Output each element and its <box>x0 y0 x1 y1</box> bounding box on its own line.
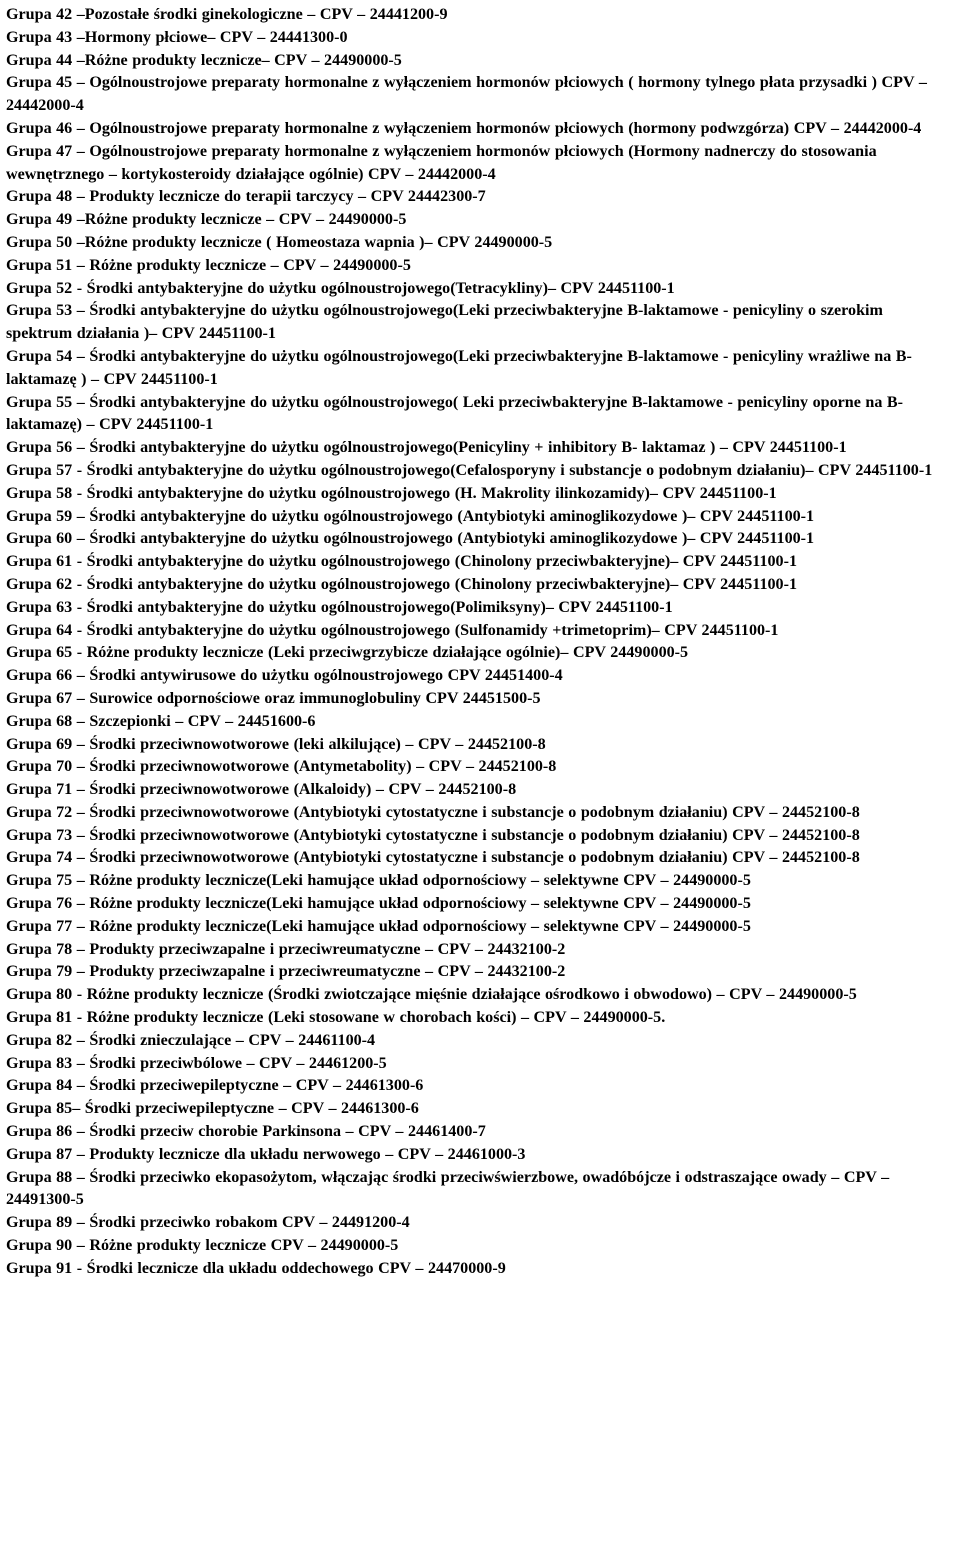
group-entry: Grupa 90 – Różne produkty lecznicze CPV – 24490000-5 <box>6 1237 399 1255</box>
group-entry: Grupa 71 – Środki przeciwnowotworowe (Alkaloidy) – CPV – 24452100-8 <box>6 781 517 799</box>
group-entry: Grupa 83 – Środki przeciwbólowe – CPV – 24461200-5 <box>6 1054 387 1072</box>
document-page <box>6 4 952 1281</box>
group-entry: Grupa 72 – Środki przeciwnowotworowe (Antybiotyki cytostatyczne i substancje o podobnym działaniu) CPV – 24452100-8 <box>6 803 860 821</box>
group-entry: Grupa 78 – Produkty przeciwzapalne i przeciwreumatyczne – CPV – 24432100-2 <box>6 940 566 958</box>
group-entry: Grupa 43 –Hormony płciowe– CPV – 24441300-0 <box>6 28 348 46</box>
group-entry: Grupa 66 – Środki antywirusowe do użytku ogólnoustrojowego CPV 24451400-4 <box>6 667 563 685</box>
group-entry: Grupa 49 –Różne produkty lecznicze – CPV – 24490000-5 <box>6 211 407 229</box>
group-entry: Grupa 82 – Środki znieczulające – CPV – 24461100-4 <box>6 1031 376 1049</box>
group-entry: Grupa 69 – Środki przeciwnowotworowe (leki alkilujące) – CPV – 24452100-8 <box>6 735 546 753</box>
group-entry: Grupa 57 - Środki antybakteryjne do użytku ogólnoustrojowego(Cefalosporyny i substancje o podobnym działaniu)– CPV 24451100-1 <box>6 461 933 479</box>
group-entry: Grupa 44 –Różne produkty lecznicze– CPV – 24490000-5 <box>6 51 402 69</box>
group-entry: Grupa 67 – Surowice odpornościowe oraz immunoglobuliny CPV 24451500-5 <box>6 689 541 707</box>
group-entry: Grupa 81 - Różne produkty lecznicze (Leki stosowane w chorobach kości) – CPV – 24490000-5. <box>6 1009 666 1027</box>
group-entry: Grupa 52 - Środki antybakteryjne do użytku ogólnoustrojowego(Tetracykliny)– CPV 24451100-1 <box>6 279 675 297</box>
group-entry: Grupa 63 - Środki antybakteryjne do użytku ogólnoustrojowego(Polimiksyny)– CPV 24451100-1 <box>6 598 673 616</box>
group-entry: Grupa 45 – Ogólnoustrojowe preparaty hormonalne z wyłączeniem hormonów płciowych ( hormony tylnego płata przysadki ) CPV – 24442000-4 <box>6 74 927 115</box>
group-entry: Grupa 76 – Różne produkty lecznicze(Leki hamujące układ odpornościowy – selektywne CPV – 24490000-5 <box>6 895 751 913</box>
group-entry: Grupa 53 – Środki antybakteryjne do użytku ogólnoustrojowego(Leki przeciwbakteryjne B-laktamowe - penicyliny o szerokim spektrum działania )– CPV 24451100-1 <box>6 302 883 343</box>
group-entry: Grupa 48 – Produkty lecznicze do terapii tarczycy – CPV 24442300-7 <box>6 188 486 206</box>
group-entry: Grupa 59 – Środki antybakteryjne do użytku ogólnoustrojowego (Antybiotyki aminoglikozydowe )– CPV 24451100-1 <box>6 507 815 525</box>
group-entry: Grupa 60 – Środki antybakteryjne do użytku ogólnoustrojowego (Antybiotyki aminoglikozydowe )– CPV 24451100-1 <box>6 530 815 548</box>
group-entry: Grupa 65 - Różne produkty lecznicze (Leki przeciwgrzybicze działające ogólnie)– CPV 24490000-5 <box>6 644 689 662</box>
group-entry: Grupa 50 –Różne produkty lecznicze ( Homeostaza wapnia )– CPV 24490000-5 <box>6 233 553 251</box>
group-entry: Grupa 87 – Produkty lecznicze dla układu nerwowego – CPV – 24461000-3 <box>6 1145 526 1163</box>
group-entry: Grupa 89 – Środki przeciwko robakom CPV – 24491200-4 <box>6 1214 410 1232</box>
group-entry: Grupa 74 – Środki przeciwnowotworowe (Antybiotyki cytostatyczne i substancje o podobnym działaniu) CPV – 24452100-8 <box>6 849 860 867</box>
group-entry: Grupa 80 - Różne produkty lecznicze (Środki zwiotczające mięśnie działające ośrodkowo i obwodowo) – CPV – 24490000-5 <box>6 986 857 1004</box>
group-entry: Grupa 56 – Środki antybakteryjne do użytku ogólnoustrojowego(Penicyliny + inhibitory B- laktamaz ) – CPV 24451100-1 <box>6 439 847 457</box>
group-entry: Grupa 86 – Środki przeciw chorobie Parkinsona – CPV – 24461400-7 <box>6 1123 486 1141</box>
group-entry: Grupa 70 – Środki przeciwnowotworowe (Antymetabolity) – CPV – 24452100-8 <box>6 758 557 776</box>
group-entry: Grupa 42 –Pozostałe środki ginekologiczne – CPV – 24441200-9 <box>6 6 448 23</box>
group-entry: Grupa 58 - Środki antybakteryjne do użytku ogólnoustrojowego (H. Makrolity ilinkozamidy)– CPV 24451100-1 <box>6 484 777 502</box>
group-entry: Grupa 88 – Środki przeciwko ekopasożytom, włączając środki przeciwświerzbowe, owadóbójcze i odstraszające owady – CPV –24491300-5 <box>6 1168 890 1209</box>
group-entry: Grupa 46 – Ogólnoustrojowe preparaty hormonalne z wyłączeniem hormonów płciowych (hormony podwzgórza) CPV – 24442000-4 <box>6 119 922 137</box>
group-entry: Grupa 61 - Środki antybakteryjne do użytku ogólnoustrojowego (Chinolony przeciwbakteryjne)– CPV 24451100-1 <box>6 553 797 571</box>
group-entry: Grupa 47 – Ogólnoustrojowe preparaty hormonalne z wyłączeniem hormonów płciowych (Hormony nadnerczy do stosowania wewnętrznego – kortykosteroidy działające ogólnie) CPV – 24442000-4 <box>6 142 877 183</box>
group-entry: Grupa 77 – Różne produkty lecznicze(Leki hamujące układ odpornościowy – selektywne CPV – 24490000-5 <box>6 917 751 935</box>
group-entry: Grupa 84 – Środki przeciwepileptyczne – CPV – 24461300-6 <box>6 1077 424 1095</box>
group-entry: Grupa 79 – Produkty przeciwzapalne i przeciwreumatyczne – CPV – 24432100-2 <box>6 963 566 981</box>
group-entry: Grupa 55 – Środki antybakteryjne do użytku ogólnoustrojowego( Leki przeciwbakteryjne B-laktamowe - penicyliny oporne na B-laktamazę) – CPV 24451100-1 <box>6 393 904 434</box>
group-entry: Grupa 73 – Środki przeciwnowotworowe (Antybiotyki cytostatyczne i substancje o podobnym działaniu) CPV – 24452100-8 <box>6 826 860 844</box>
group-entry: Grupa 75 – Różne produkty lecznicze(Leki hamujące układ odpornościowy – selektywne CPV – 24490000-5 <box>6 872 751 890</box>
group-entry: Grupa 51 – Różne produkty lecznicze – CPV – 24490000-5 <box>6 256 411 274</box>
group-entry: Grupa 85– Środki przeciwepileptyczne – CPV – 24461300-6 <box>6 1100 419 1118</box>
group-entry: Grupa 54 – Środki antybakteryjne do użytku ogólnoustrojowego(Leki przeciwbakteryjne B-laktamowe - penicyliny wrażliwe na B-laktamazę ) – CPV 24451100-1 <box>6 347 912 388</box>
group-entry: Grupa 91 - Środki lecznicze dla układu oddechowego CPV – 24470000-9 <box>6 1259 506 1277</box>
group-entry: Grupa 64 - Środki antybakteryjne do użytku ogólnoustrojowego (Sulfonamidy +trimetoprim)– CPV 24451100-1 <box>6 621 779 639</box>
group-entry: Grupa 62 - Środki antybakteryjne do użytku ogólnoustrojowego (Chinolony przeciwbakteryjne)– CPV 24451100-1 <box>6 575 797 593</box>
group-entry: Grupa 68 – Szczepionki – CPV – 24451600-6 <box>6 712 316 730</box>
